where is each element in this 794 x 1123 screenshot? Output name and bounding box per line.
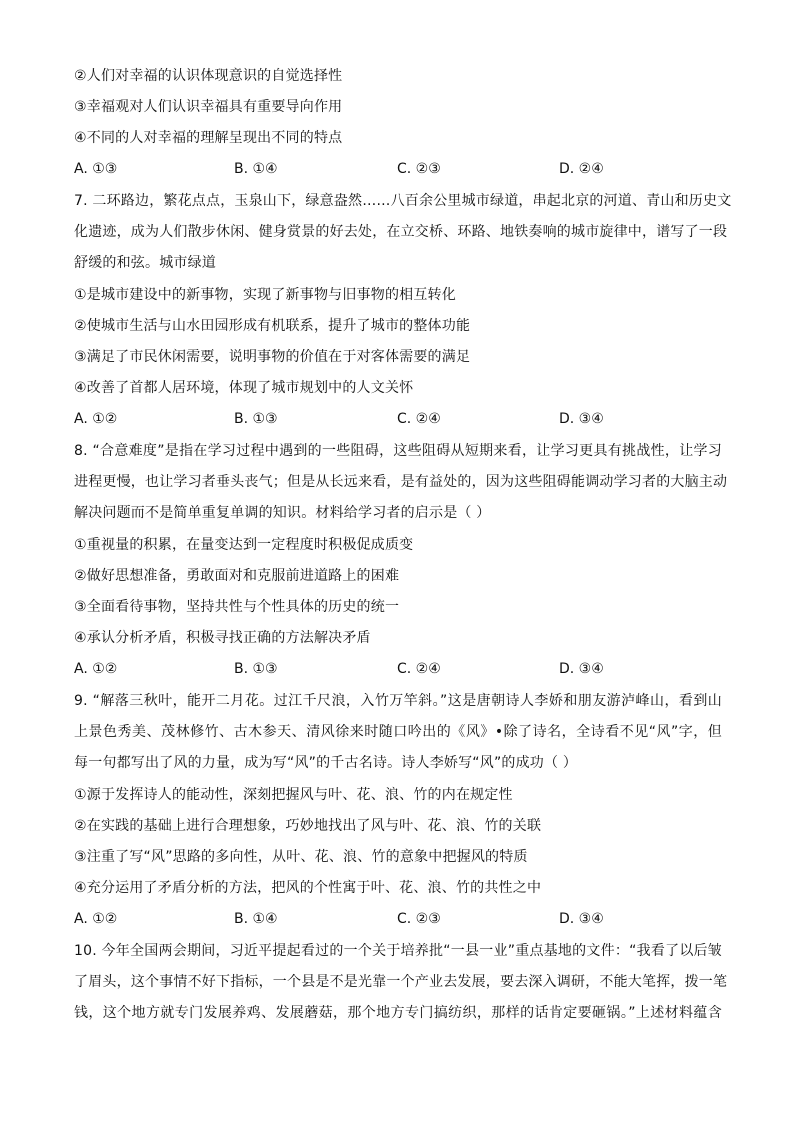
q8-option-d: D. ③④	[559, 661, 604, 677]
q7-option-d: D. ③④	[559, 411, 604, 427]
q8-item-3: ③全面看待事物，坚持共性与个性具体的历史的统一	[74, 599, 400, 615]
q6-item-4: ④不同的人对幸福的理解呈现出不同的特点	[74, 130, 343, 146]
q10-stem-line-2: 了眉头，这个事情不好下指标，一个县是不是光靠一个产业去发展，要去深入调研，不能大笔挥，拨一笔	[74, 974, 728, 990]
q6-option-a: A. ①③	[74, 161, 118, 177]
q8-item-4: ④承认分析矛盾，积极寻找正确的方法解决矛盾	[74, 630, 371, 646]
q7-options	[74, 409, 722, 429]
q9-option-c: C. ②③	[397, 911, 441, 927]
q7-item-3: ③满足了市民休闲需要，说明事物的价值在于对客体需要的满足	[74, 349, 471, 365]
q9-stem-line-1: 9. “解落三秋叶，能开二月花。过江千尺浪，入竹万竿斜。”这是唐朝诗人李娇和朋友游泸峰山，看到山	[74, 693, 722, 709]
q9-option-b: B. ①④	[234, 911, 278, 927]
q10-stem-line-3: 钱，这个地方就专门发展养鸡、发展蘑菇，那个地方专门搞纺织，那样的话肯定要砸锅。”上述材料蕴含	[74, 1005, 722, 1021]
q7-stem-line-1: 7. 二环路边，繁花点点，玉泉山下，绿意盎然……八百余公里城市绿道，串起北京的河道、青山和历史文	[74, 193, 732, 209]
q7-stem-line-2: 化遗迹，成为人们散步休闲、健身赏景的好去处，在立交桥、环路、地铁奏响的城市旋律中，谱写了一段	[74, 224, 728, 240]
q6-item-3: ③幸福观对人们认识幸福具有重要导向作用	[74, 99, 343, 115]
q9-options	[74, 909, 722, 929]
q6-item-2: ②人们对幸福的认识体现意识的自觉选择性	[74, 68, 343, 84]
q7-item-2: ②使城市生活与山水田园形成有机联系，提升了城市的整体功能	[74, 318, 471, 334]
q9-item-2: ②在实践的基础上进行合理想象，巧妙地找出了风与叶、花、浪、竹的关联	[74, 818, 542, 834]
q8-option-a: A. ①②	[74, 661, 118, 677]
q6-option-d: D. ②④	[559, 161, 604, 177]
q7-stem-line-3: 舒缓的和弦。城市绿道	[74, 255, 216, 271]
q8-item-1: ①重视量的积累，在量变达到一定程度时积极促成质变	[74, 537, 414, 553]
q9-stem-line-2: 上景色秀美、茂林修竹、古木参天、清风徐来时随口吟出的《风》•除了诗名，全诗看不见“风”字，但	[74, 724, 722, 740]
q7-item-1: ①是城市建设中的新事物，实现了新事物与旧事物的相互转化	[74, 287, 456, 303]
q8-option-b: B. ①③	[234, 661, 278, 677]
q8-stem-line-2: 进程更慢，也让学习者垂头丧气；但是从长远来看，是有益处的，因为这些阻碍能调动学习者的大脑主动	[74, 474, 728, 490]
q9-item-4: ④充分运用了矛盾分析的方法，把风的个性寓于叶、花、浪、竹的共性之中	[74, 880, 542, 896]
q9-item-3: ③注重了写“风”思路的多向性，从叶、花、浪、竹的意象中把握风的特质	[74, 849, 528, 865]
q7-option-b: B. ①③	[234, 411, 278, 427]
q8-stem-line-3: 解决问题而不是简单重复单调的知识。材料给学习者的启示是（ ）	[74, 505, 491, 521]
q8-options	[74, 659, 722, 679]
q10-stem-line-1: 10. 今年全国两会期间，习近平提起看过的一个关于培养批“一县一业”重点基地的文件：“我看了以后皱	[74, 943, 722, 959]
q9-option-a: A. ①②	[74, 911, 118, 927]
q8-option-c: C. ②④	[397, 661, 441, 677]
q7-option-c: C. ②④	[397, 411, 441, 427]
q6-option-c: C. ②③	[397, 161, 441, 177]
q7-item-4: ④改善了首都人居环境，体现了城市规划中的人文关怀	[74, 380, 414, 396]
q8-item-2: ②做好思想准备，勇敢面对和克服前进道路上的困难	[74, 568, 400, 584]
q9-stem-line-3: 每一句都写出了风的力量，成为写“风”的千古名诗。诗人李娇写“风”的成功（ ）	[74, 755, 578, 771]
q9-item-1: ①源于发挥诗人的能动性，深刻把握风与叶、花、浪、竹的内在规定性	[74, 787, 513, 803]
q9-option-d: D. ③④	[559, 911, 604, 927]
q6-option-b: B. ①④	[234, 161, 278, 177]
q7-option-a: A. ①②	[74, 411, 118, 427]
q8-stem-line-1: 8. “合意难度”是指在学习过程中遇到的一些阻碍，这些阻碍从短期来看，让学习更具有挑战性，让学习	[74, 443, 722, 459]
q6-options	[74, 159, 722, 179]
